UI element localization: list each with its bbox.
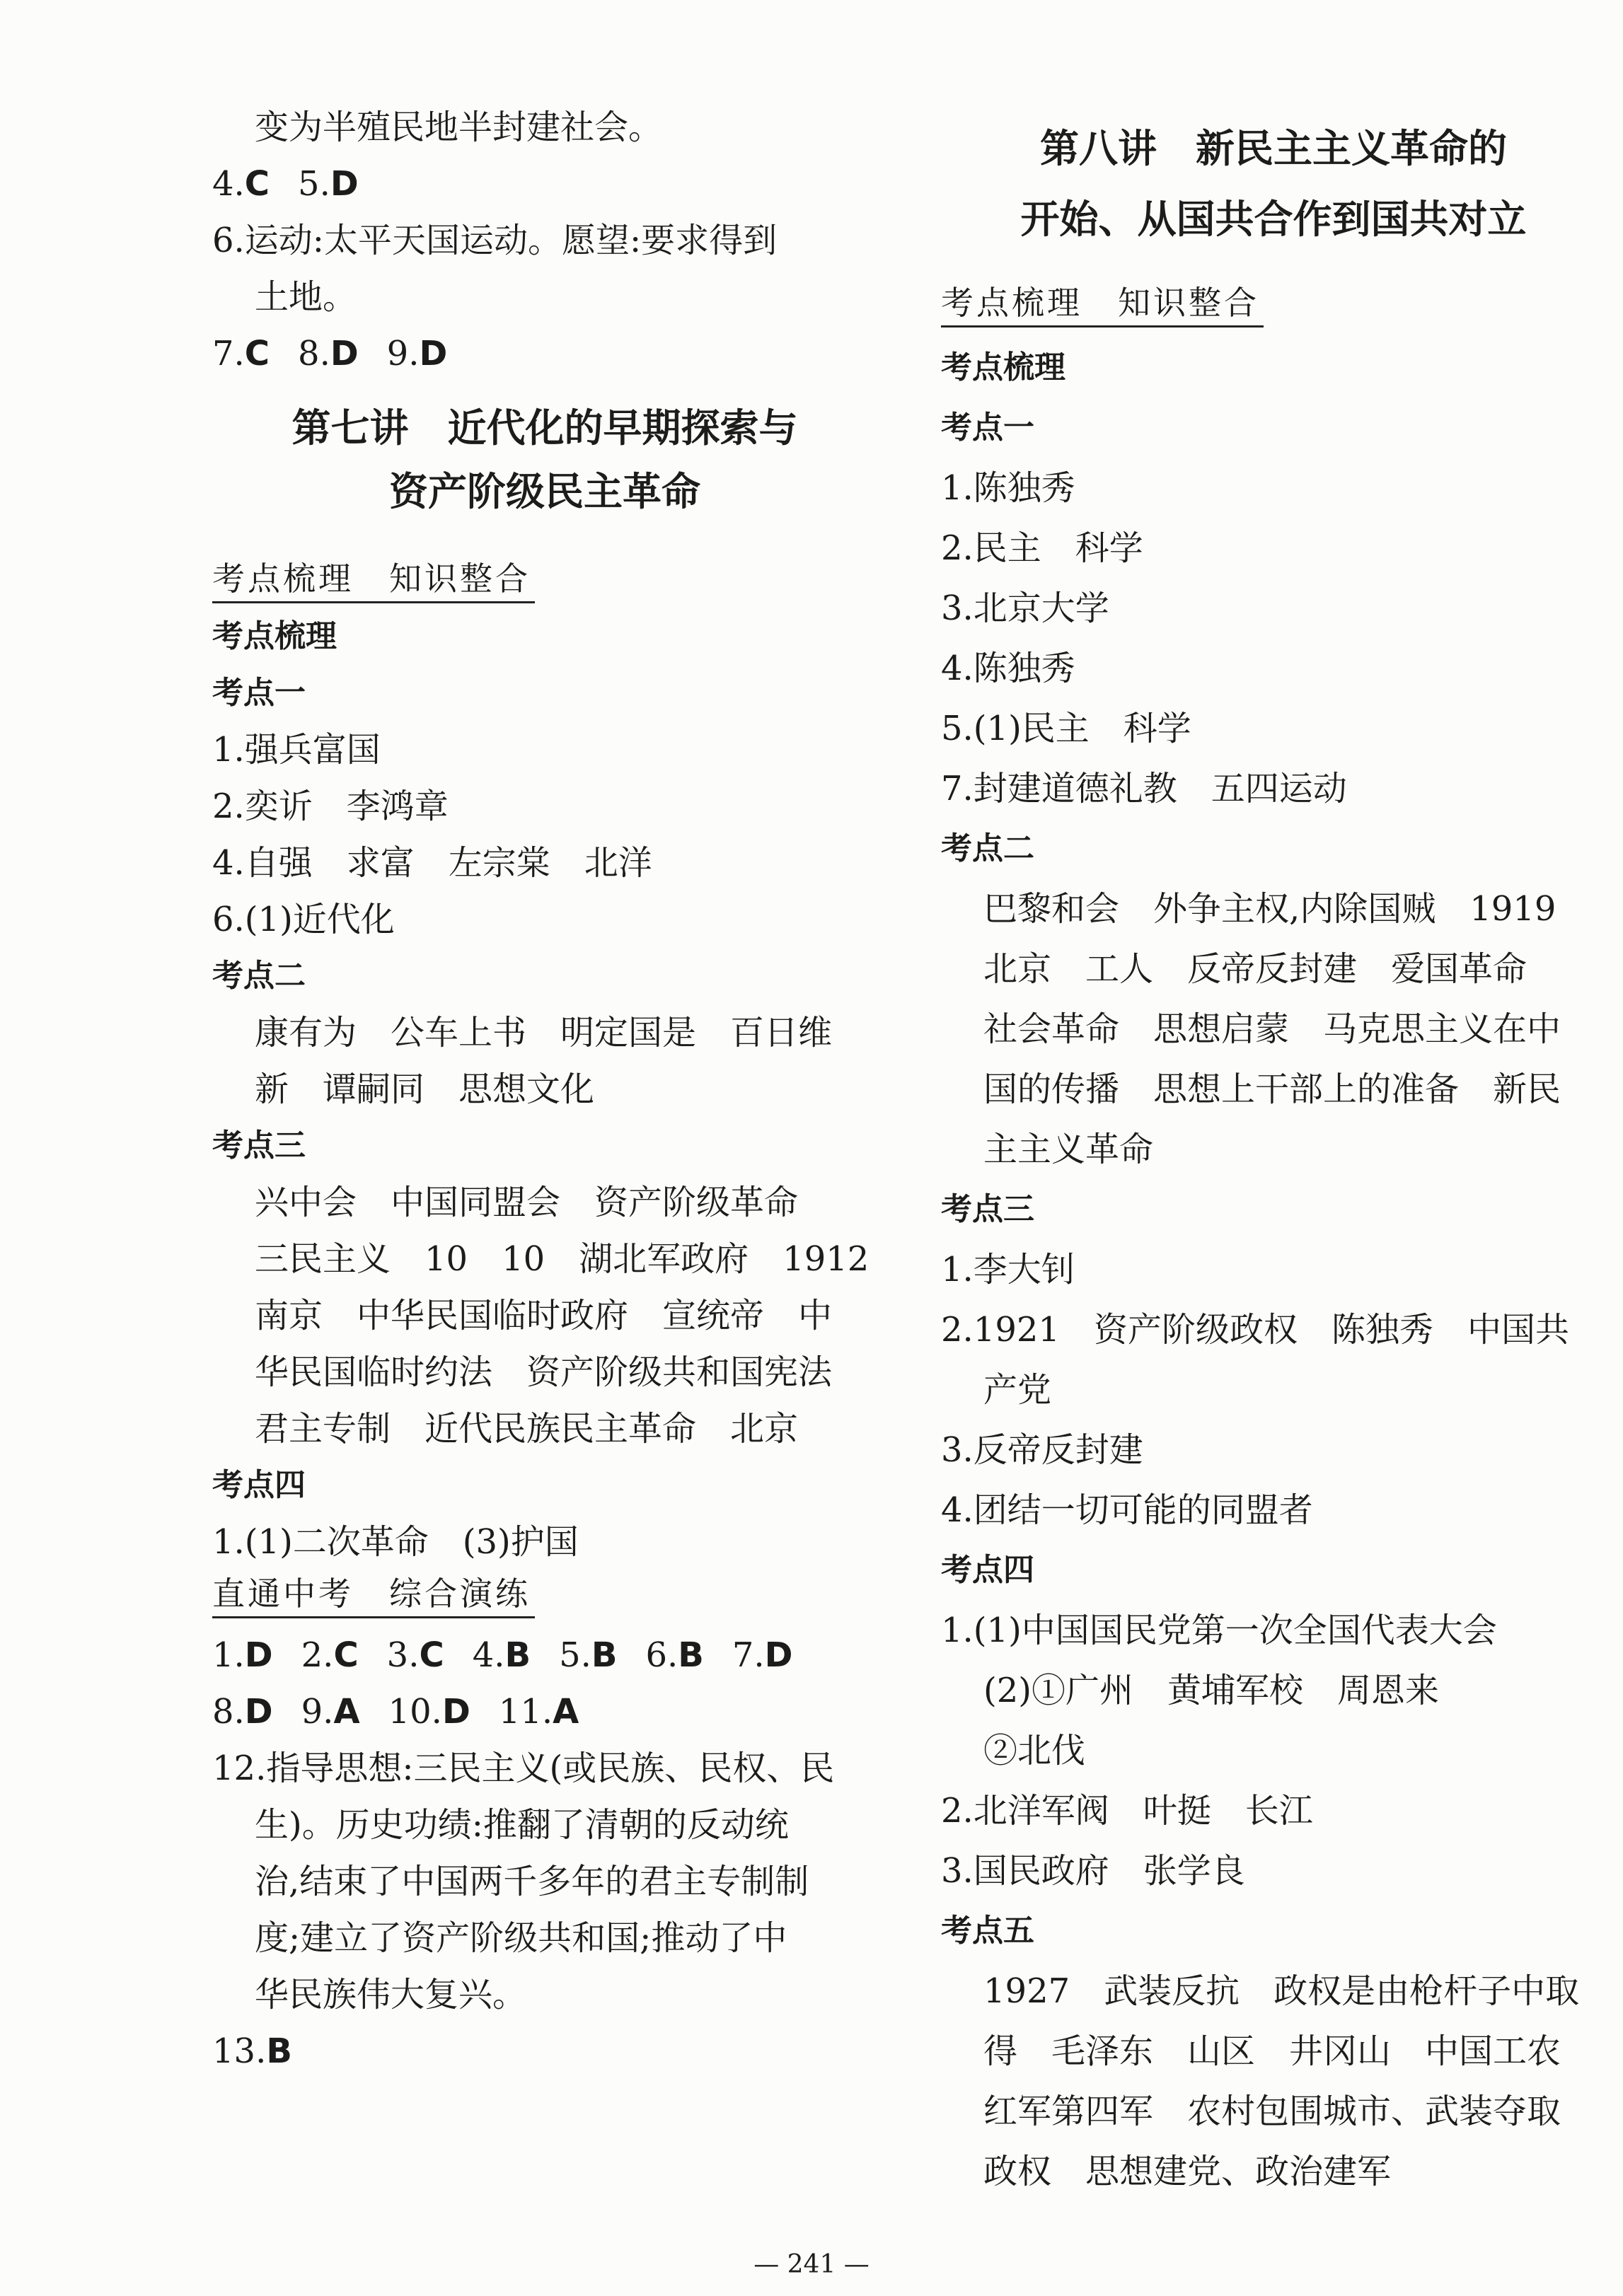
answer-item xyxy=(301,1634,359,1676)
question-number: 2. xyxy=(301,1635,334,1675)
text-line: 4.团结一切可能的同盟者 xyxy=(941,1490,1313,1530)
answer-letter: B xyxy=(591,1635,618,1675)
page-number: — 241 — xyxy=(753,2250,870,2279)
point-label: 考点五 xyxy=(941,1913,1034,1949)
text-line: 兴中会 中国同盟会 资产阶级革命 xyxy=(255,1183,799,1222)
lecture-heading: 第七讲 近代化的早期探索与 xyxy=(291,405,798,451)
answer-letter: D xyxy=(441,1692,470,1732)
text-line: 7.封建道德礼教 五四运动 xyxy=(941,769,1347,808)
answer-letter: C xyxy=(244,334,270,373)
subsection-label: 考点梳理 xyxy=(941,349,1065,385)
point-label: 考点一 xyxy=(212,675,306,711)
text-line: 生)。历史功绩:推翻了清朝的反动统 xyxy=(255,1805,789,1845)
answer-item xyxy=(387,332,448,375)
subsection-label: 考点梳理 xyxy=(212,618,337,654)
point-label: 考点二 xyxy=(212,958,306,994)
answer-item xyxy=(212,1691,273,1733)
answer-item xyxy=(499,1691,579,1733)
text-line: 君主专制 近代民族民主革命 北京 xyxy=(255,1409,799,1449)
text-line: 华民国临时约法 资产阶级共和国宪法 xyxy=(255,1352,833,1392)
question-number: 1. xyxy=(212,1635,245,1675)
answer-item xyxy=(387,1634,444,1676)
answer-item xyxy=(298,163,359,205)
lecture-heading: 第八讲 新民主主义革命的 xyxy=(1039,126,1507,171)
point-label: 考点四 xyxy=(941,1552,1034,1588)
answer-row xyxy=(212,332,475,375)
answer-letter: A xyxy=(333,1692,360,1732)
question-number: 9. xyxy=(386,334,420,373)
question-number: 3. xyxy=(386,1635,420,1675)
answer-row xyxy=(212,1634,821,1676)
text-line: 3.国民政府 张学良 xyxy=(941,1851,1245,1891)
text-line: 1927 武装反抗 政权是由枪杆子中取 xyxy=(983,1971,1580,2011)
text-line: 4.自强 求富 左宗棠 北洋 xyxy=(212,843,652,883)
text-line: 三民主义 10 10 湖北军政府 1912 xyxy=(255,1239,870,1279)
answer-letter: A xyxy=(553,1692,579,1732)
text-line: 康有为 公车上书 明定国是 百日维 xyxy=(255,1013,833,1053)
text-line: 4.陈独秀 xyxy=(941,649,1075,688)
question-number: 4. xyxy=(472,1635,505,1675)
text-line: 度;建立了资产阶级共和国;推动了中 xyxy=(255,1918,787,1958)
text-line: 5.(1)民主 科学 xyxy=(941,709,1191,748)
text-line: 2.奕䜣 李鸿章 xyxy=(212,787,449,826)
answer-row xyxy=(212,163,387,205)
text-line: 主主义革命 xyxy=(983,1130,1154,1169)
text-line: 1.(1)二次革命 (3)护国 xyxy=(212,1522,579,1562)
answer-item xyxy=(298,332,359,375)
text-line: 政权 思想建党、政治建军 xyxy=(983,2152,1392,2191)
text-line: 3.北京大学 xyxy=(941,589,1109,628)
answer-letter: D xyxy=(330,334,359,373)
text-line: 得 毛泽东 山区 井冈山 中国工农 xyxy=(983,2031,1561,2071)
point-label: 考点一 xyxy=(941,410,1034,446)
answer-item xyxy=(473,1634,531,1676)
answer-letter: D xyxy=(244,1692,273,1732)
question-number: 6. xyxy=(645,1635,678,1675)
answer-item xyxy=(212,332,270,375)
text-line: 1.(1)中国国民党第一次全国代表大会 xyxy=(941,1611,1497,1650)
text-line: 6.运动:太平天国运动。愿望:要求得到 xyxy=(212,221,778,260)
text-line: 治,结束了中国两千多年的君主专制制 xyxy=(255,1862,809,1901)
answer-item xyxy=(212,163,270,205)
text-line: 1.李大钊 xyxy=(941,1250,1075,1289)
text-line: 社会革命 思想启蒙 马克思主义在中 xyxy=(983,1009,1561,1049)
answer-item xyxy=(212,1634,273,1676)
text-line: (2)①广州 黄埔军校 周恩来 xyxy=(983,1671,1439,1710)
answer-letter: D xyxy=(764,1635,793,1675)
text-line: 华民族伟大复兴。 xyxy=(255,1975,527,2014)
question-number: 13. xyxy=(212,2031,267,2071)
section-title: 考点梳理 知识整合 xyxy=(212,559,535,603)
section-title: 考点梳理 知识整合 xyxy=(941,283,1264,327)
answer-item xyxy=(645,1634,703,1676)
question-number: 8. xyxy=(212,1692,245,1732)
point-label: 考点三 xyxy=(941,1191,1034,1227)
text-line: 土地。 xyxy=(255,277,357,317)
answer-letter: C xyxy=(244,164,270,204)
answer-row xyxy=(212,1691,607,1733)
text-line: 变为半殖民地半封建社会。 xyxy=(255,108,663,147)
answer-letter: C xyxy=(419,1635,444,1675)
answer-item xyxy=(732,1634,793,1676)
question-number: 4. xyxy=(212,164,245,204)
question-number: 10. xyxy=(388,1692,442,1732)
text-line: 12.指导思想:三民主义(或民族、民权、民 xyxy=(212,1749,835,1788)
question-number: 5. xyxy=(559,1635,591,1675)
answer-letter: D xyxy=(330,164,359,204)
text-line: 1.强兵富国 xyxy=(212,730,381,770)
lecture-heading: 开始、从国共合作到国共对立 xyxy=(1020,197,1527,242)
question-number: 5. xyxy=(298,164,330,204)
answer-item xyxy=(559,1634,617,1676)
text-line: 2.1921 资产阶级政权 陈独秀 中国共 xyxy=(941,1310,1569,1350)
question-number: 7. xyxy=(732,1635,765,1675)
text-line: 南京 中华民国临时政府 宣统帝 中 xyxy=(255,1296,833,1335)
answer-item xyxy=(301,1691,360,1733)
answer-item xyxy=(388,1691,470,1733)
answer-letter: B xyxy=(504,1635,531,1675)
text-line: 新 谭嗣同 思想文化 xyxy=(255,1069,595,1109)
text-line: 6.(1)近代化 xyxy=(212,900,395,939)
text-line: 2.民主 科学 xyxy=(941,528,1143,568)
text-line: 2.北洋军阀 叶挺 长江 xyxy=(941,1791,1313,1831)
question-number: 7. xyxy=(212,334,245,373)
section-title: 直通中考 综合演练 xyxy=(212,1574,535,1618)
text-line: 巴黎和会 外争主权,内除国贼 1919 xyxy=(983,889,1556,929)
answer-letter: B xyxy=(266,2031,292,2071)
text-line: 北京 工人 反帝反封建 爱国革命 xyxy=(983,949,1527,989)
text-line: 国的传播 思想上干部上的准备 新民 xyxy=(983,1069,1561,1109)
question-number: 9. xyxy=(301,1692,334,1732)
text-line: 3.反帝反封建 xyxy=(941,1430,1143,1470)
answer-letter: C xyxy=(333,1635,359,1675)
point-label: 考点四 xyxy=(212,1467,306,1503)
question-number: 11. xyxy=(498,1692,553,1732)
text-line: ②北伐 xyxy=(983,1731,1086,1770)
point-label: 考点三 xyxy=(212,1127,306,1164)
answer-letter: D xyxy=(419,334,448,373)
answer-item xyxy=(212,2030,292,2072)
text-line: 产党 xyxy=(983,1370,1052,1410)
answer-letter: D xyxy=(244,1635,273,1675)
text-line: 1.陈独秀 xyxy=(941,468,1075,508)
answer-row xyxy=(212,2030,320,2072)
answer-letter: B xyxy=(678,1635,704,1675)
question-number: 8. xyxy=(298,334,330,373)
point-label: 考点二 xyxy=(941,830,1034,866)
lecture-heading: 资产阶级民主革命 xyxy=(388,469,700,514)
text-line: 红军第四军 农村包围城市、武装夺取 xyxy=(983,2092,1561,2131)
